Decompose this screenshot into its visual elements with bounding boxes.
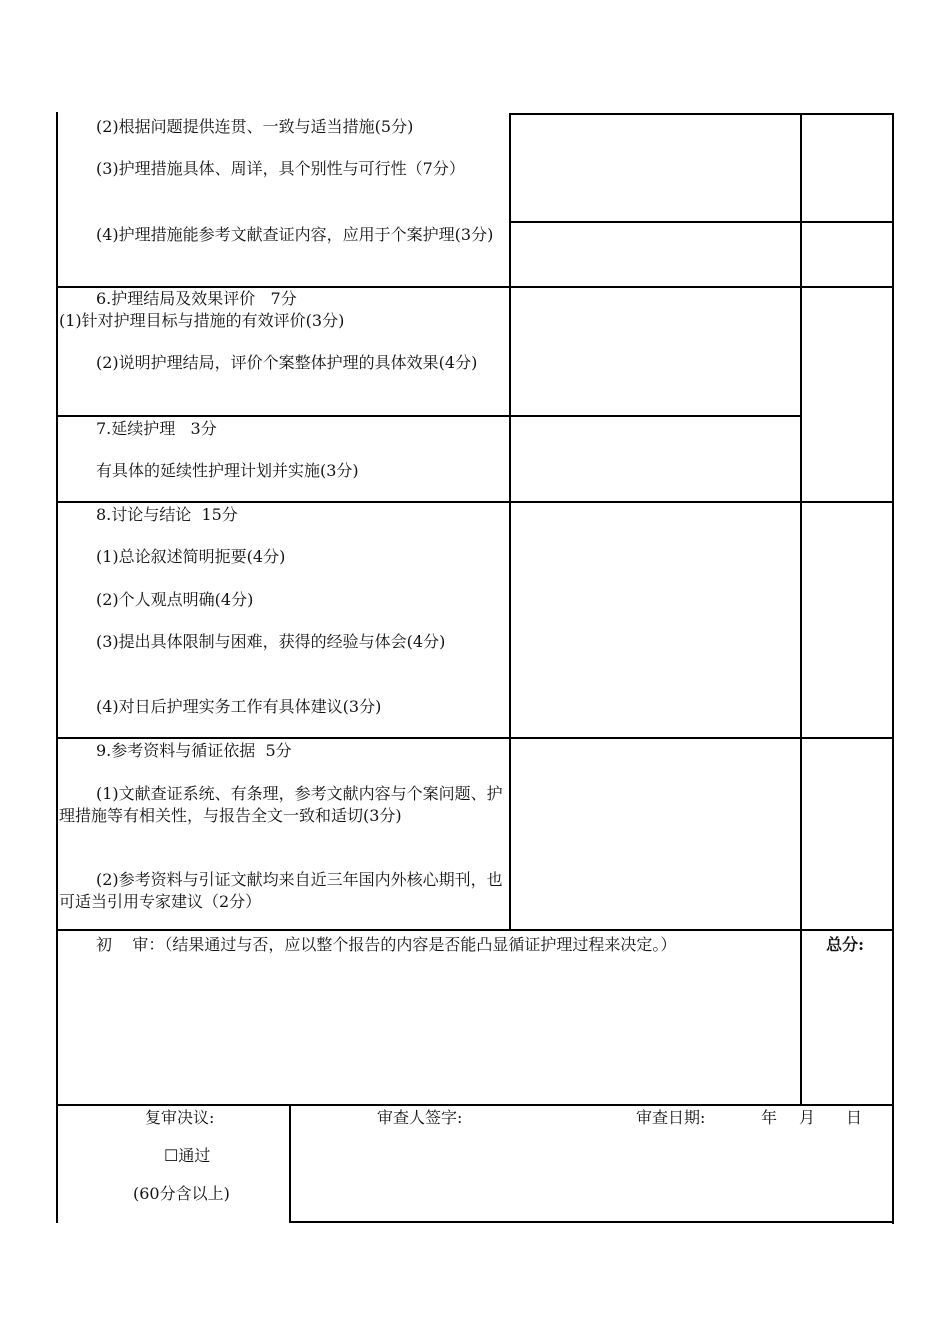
row-line-1 — [509, 221, 894, 223]
col-divider-2 — [800, 113, 802, 1105]
criteria-item: 有具体的延续性护理计划并实施(3分) — [96, 461, 359, 480]
row-line-7 — [56, 1104, 894, 1106]
section-heading: 7.延续护理 3分 — [96, 419, 217, 438]
criteria-item: (2)说明护理结局，评价个案整体护理的具体效果(4分) — [96, 353, 478, 372]
criteria-item: (2)个人观点明确(4分) — [96, 590, 254, 609]
total-score-label: 总分: — [826, 935, 864, 954]
criteria-item: (1)针对护理目标与措施的有效评价(3分) — [59, 311, 345, 330]
initial-review-label: 初 审： — [96, 935, 165, 954]
month-label: 月 — [799, 1108, 816, 1127]
row-line-3 — [56, 415, 802, 417]
initial-review-note: （结果通过与否，应以整个报告的内容是否能凸显循证护理过程来决定。） — [164, 935, 677, 954]
right-border — [892, 113, 894, 1224]
criteria-item: (3)护理措施具体、周详，具个别性与可行性（7分） — [96, 159, 465, 178]
row-line-6 — [56, 929, 894, 931]
row-line-bottom — [289, 1221, 894, 1223]
criteria-item: (2)根据问题提供连贯、一致与适当措施(5分) — [96, 117, 414, 136]
pass-note: (60分含以上) — [133, 1184, 230, 1203]
section-heading: 8.讨论与结论 15分 — [96, 505, 238, 524]
col-divider-1 — [509, 113, 511, 931]
initial-review — [59, 934, 789, 956]
section-heading: 9.参考资料与循证依据 5分 — [96, 741, 292, 760]
year-label: 年 — [761, 1108, 778, 1127]
criteria-item: (2)参考资料与引证文献均来自近三年国内外核心期刊，也可适当引用专家建议（2分） — [59, 870, 503, 911]
signer-label: 审查人签字: — [377, 1108, 463, 1127]
criteria-item: (3)提出具体限制与困难，获得的经验与体会(4分) — [96, 632, 446, 651]
review-date-label: 审查日期: — [636, 1108, 706, 1127]
top-border — [509, 113, 894, 115]
left-border — [56, 112, 58, 1223]
criteria-item: (1)总论叙述简明扼要(4分) — [96, 547, 286, 566]
col-divider-final — [289, 1104, 291, 1223]
pass-checkbox[interactable]: ☐通过 — [164, 1146, 211, 1165]
criteria-item: (4)护理措施能参考文献查证内容，应用于个案护理(3分) — [96, 225, 494, 244]
criteria-item: (4)对日后护理实务工作有具体建议(3分) — [96, 697, 382, 716]
criteria-item: (1)文献查证系统、有条理，参考文献内容与个案问题、护理措施等有相关性，与报告全文一致和适切(3分) — [59, 784, 503, 825]
row-line-4 — [56, 501, 894, 503]
day-label: 日 — [846, 1108, 863, 1127]
row-line-5 — [56, 737, 894, 739]
section-heading: 6.护理结局及效果评价 7分 — [96, 289, 297, 308]
second-review-label: 复审决议: — [145, 1108, 215, 1127]
